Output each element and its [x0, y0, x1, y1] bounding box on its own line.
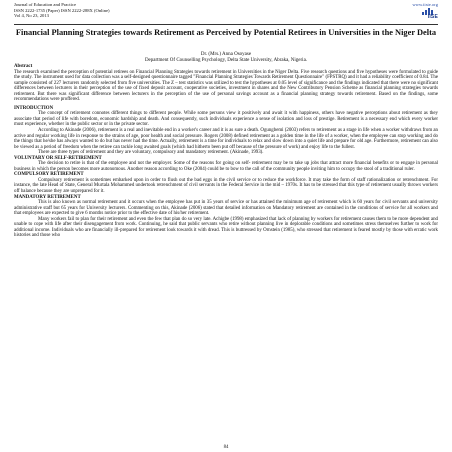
compulsory-heading: COMPULSORY RETIREMENT	[14, 172, 84, 178]
logo-text: IISE	[427, 14, 438, 20]
abstract-heading: Abstract	[14, 64, 33, 69]
voluntary-paragraph: The decision to retire is that of the employee and not the employer. Some of the reasons for going on self- retirement may be to take up jobs that attract more financial benefits or to engage in personal business in which the person becomes more autonomous. Another reason according to Oke (2004) could be to bow to the call of the community people inviting him to occupy the stool of a traditional ruler.	[14, 161, 438, 172]
journal-volume: Vol 4, No 23, 2013	[14, 13, 49, 19]
journal-info	[14, 2, 110, 19]
page-number: 84	[223, 445, 229, 450]
author-block	[14, 52, 438, 64]
journal-name: Journal of Education and Practice	[14, 2, 76, 7]
mandatory-heading: MANDATORY RETIREMENT	[14, 194, 81, 200]
intro-heading: INTRODUCTION	[14, 105, 54, 111]
paper-title: Financial Planning Strategies towards Retirement as Perceived by Potential Retirees in Universities in the Niger Delta	[15, 28, 437, 37]
iiste-logo-icon	[420, 8, 438, 21]
voluntary-heading: VOLUNTARY OR SELF-RETIREMENT	[14, 155, 102, 161]
abstract-text: The research examined the perception of potential retirees on Financial Planning Strategies towards retirement in Universities in the Niger Delta. Five research questions and five hypotheses were formulated to guide the study. The instrument used for data collection was a self-designed questionnaire tagged "Financial Planning Strategies Towards Retirement Questionnaire" (FPSTRQ) and it had a reliability coefficient of 0.84. The sample consisted of 227 lecturers randomly selected from five universities. The Z – test statistics was utilized to test the hypotheses at 0.05 level of significance and the findings indicated that there were no significant differences between lecturers in their perception of the use of fixed deposit account, cooperative societies, investment in shares and the New Contributory Pension Scheme as financial planning strategies towards retirement. But there was significant difference between lecturers in the perception of the use of personal savings account as a financial planning strategy towards retirement. Based on the findings, some recommendations were proffered.	[14, 69, 438, 103]
journal-url[interactable]: www.iiste.org	[412, 2, 438, 7]
author-name: Dr. (Mrs.) Anna Osoyase	[200, 52, 252, 57]
paper-body	[14, 64, 438, 239]
journal-header	[14, 2, 438, 24]
intro-paragraph-3: There are three types of retirement and they are voluntary, compulsory and mandatory retirement. (Akinade, 1993).	[38, 150, 264, 156]
mandatory-paragraph-2: Many workers fail to plan for their retirement and even the few that plan do so very late. Achigbe (1998) emphasized that lack of planning by workers for retirement causes them to be more dependent and unable to cope with life after their disengagement from work. Continuing, he said that public servants who retire without planning live in deplorable conditions and sometimes stress themselves further to work for additional income. Individuals who are financially ill-prepared for retirement look towards it with dread. This is buttressed by Ornstein (1985), who stressed that retirement is feared mostly by those with erratic work histories and those who	[14, 216, 438, 239]
author-affiliation: Department Of Counselling Psychology, Delta State University, Abraka, Nigeria.	[144, 58, 308, 63]
intro-paragraph-2: According to Akinade (2006), retirement is a real and inevitable end in a worker's career and it is as sure a death. Ogungbemi (2003) refers to retirement as a stage in life when a worker withdraws from an active and regular working life in response to the strains of age, poor health and social pressure. Rogers (2008) defined retirement as a golden time in the life of a worker, when the employee can stop working and do the things that he/she has always wanted to do but has never had the time. Actually, retirement is a time for individuals to relax and slow down into a quiet life and prepare for old age. Furthermore, retirement can also be viewed as a period of freedom when the retiree can tackle long awaited goals (which had hitherto been put off because of the pressure of work) and enjoy life to the fullest.	[14, 128, 438, 150]
intro-paragraph-1: The concept of retirement connotes different things to different people. While some persons view it positively and await it with happiness, others have negative perceptions about retirement as they associate that period of life with boredom, economic hardship and death. And consequently, such individuals experience a sense of isolation and loss of prestige. Retirement is a necessary end which every worker must experience, whether in the public sector or in the private sector.	[14, 111, 438, 128]
compulsory-paragraph: Compulsory retirement is sometimes embarked upon in order to flush out the bad eggs in the civil service or to reduce the workforce. It may take the form of staff rationalization or retrenchment. For instance, the late Head of State, General Murtala Mohammed undertook retrenchment of civil servants in the Federal Service in the mid – 1970s. It has to be stressed that this type of retirement usually throws workers off balance because they are unprepared for it.	[14, 177, 438, 195]
journal-right	[412, 2, 438, 8]
header-divider	[14, 24, 438, 25]
mandatory-paragraph-1: This is also known as normal retirement and it occurs when the employee has put in 35 years of service or has attained the minimum age of retirement which is 60 years for civil servants and university administrative staff but 65 years for University lecturers. Commenting on this, Akinade (2006) stated that detailed information on Mandatory retirement are contained in the conditions of service for all workers and that employees are expected to give 6 months notice prior to the effective date of his/her retirement.	[14, 200, 438, 217]
journal-issn: ISSN 2222-1735 (Paper) ISSN 2222-288X (Online)	[14, 7, 110, 13]
